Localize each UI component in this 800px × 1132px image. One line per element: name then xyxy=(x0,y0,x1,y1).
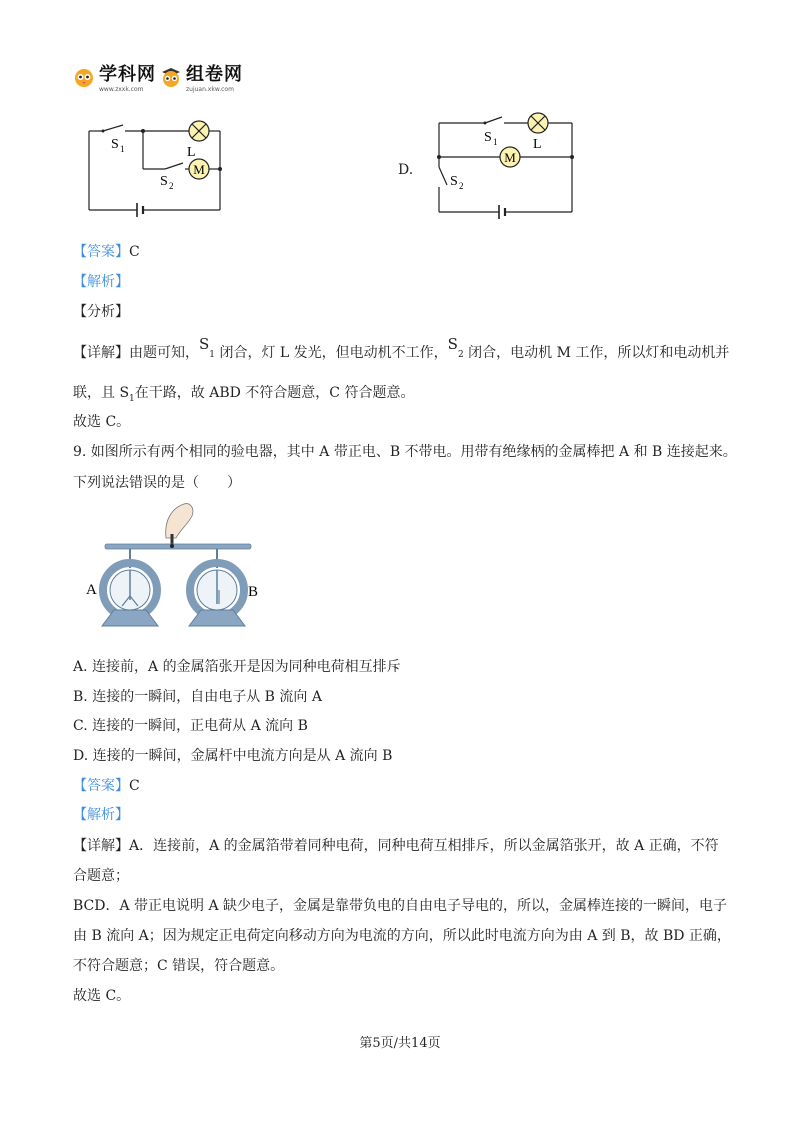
hand-icon xyxy=(166,504,193,546)
q8-detail-line1 xyxy=(73,335,730,369)
s2-subscript: 2 xyxy=(457,349,464,360)
switch-s2-subscript: 2 xyxy=(169,181,174,191)
detail-text: 闭合，灯 L 发光，但电动机不工作， xyxy=(219,345,448,361)
q9-analysis-tag: 【解析】 xyxy=(73,807,129,823)
q9-option-c: C. 连接的一瞬间，正电荷从 A 流向 B xyxy=(73,718,308,734)
s2-symbol: S xyxy=(447,335,458,353)
motor-label: M xyxy=(193,162,205,177)
detail-text: 由题可知， xyxy=(129,345,199,361)
q9-detail-line4: 由 B 流向 A；因为规定正电荷定向移动方向为电流的方向，所以此时电流方向为由 A 到 B，故 BD 正确， xyxy=(73,928,731,944)
circuit-diagram-d xyxy=(430,95,580,220)
answer-tag: 【答案】 xyxy=(73,778,129,794)
page-number: 第5页/共14页 xyxy=(359,1036,441,1051)
switch-s1-subscript: 1 xyxy=(493,137,498,147)
metal-rod xyxy=(105,544,251,549)
logo-zujuan xyxy=(160,60,243,93)
q9-stem-line1: 9. 如图所示有两个相同的验电器，其中 A 带正电、B 不带电。用带有绝缘柄的金属棒把 A 和 B 连接起来。 xyxy=(73,444,737,460)
q9-detail-line3: BCD．A 带正电说明 A 缺少电子，金属是靠带负电的自由电子导电的，所以，金属棒连接的一瞬间，电子 xyxy=(73,898,728,914)
logo-owl-icon xyxy=(73,66,95,88)
answer-tag: 【答案】 xyxy=(73,244,129,260)
q9-stem-line2: 下列说法错误的是（ ） xyxy=(73,475,241,491)
logo-subtitle: zujuan.xkw.com xyxy=(186,86,234,93)
switch-s2-label: S xyxy=(160,174,168,189)
q8-answer xyxy=(73,242,140,262)
switch-s2-label: S xyxy=(450,174,458,189)
electroscope-a xyxy=(102,549,158,626)
lamp-label: L xyxy=(533,137,542,152)
detail-tag: 【详解】 xyxy=(73,345,129,361)
electroscope-a-label: A xyxy=(86,582,97,598)
q9-detail-line1 xyxy=(73,836,719,856)
switch-s2-subscript: 2 xyxy=(459,181,464,191)
detail-text: 闭合，电动机 M 工作，所以灯和电动机并 xyxy=(468,345,730,361)
electroscope-b-label: B xyxy=(248,584,259,600)
detail-tag: 【详解】 xyxy=(73,838,129,854)
s1-symbol: S xyxy=(199,335,210,353)
electroscope-b xyxy=(189,549,245,626)
circuit-diagram-c xyxy=(85,110,230,220)
s1-subscript: 1 xyxy=(209,349,216,360)
detail-text: A．连接前，A 的金属箔带着同种电荷，同种电荷互相排斥，所以金属箔张开，故 A 正确，不符 xyxy=(129,838,719,854)
q8-analysis-tag: 【解析】 xyxy=(73,274,129,290)
q9-option-d: D. 连接的一瞬间，金属杆中电流方向是从 A 流向 B xyxy=(73,748,393,764)
switch-s1-label: S xyxy=(484,130,492,145)
q8-fenxi-tag: 【分析】 xyxy=(73,304,129,320)
logo-title: 组卷网 xyxy=(186,64,243,85)
s1-subscript: 1 xyxy=(129,393,135,404)
q9-detail-line2: 合题意； xyxy=(73,868,129,884)
motor-label: M xyxy=(504,150,516,165)
detail-text: 在干路，故 ABD 不符合题意，C 符合题意。 xyxy=(134,385,415,401)
q8-detail-line2 xyxy=(73,383,414,409)
switch-s1-label: S xyxy=(111,137,119,152)
q9-answer xyxy=(73,776,140,796)
q9-choose: 故选 C。 xyxy=(73,988,131,1004)
q9-option-a: A. 连接前，A 的金属箔张开是因为同种电荷相互排斥 xyxy=(73,659,401,675)
answer-value: C xyxy=(129,244,140,260)
option-d-label: D. xyxy=(398,162,414,178)
logo-title: 学科网 xyxy=(99,64,156,85)
detail-text: 联，且 S xyxy=(73,385,130,401)
switch-s1-subscript: 1 xyxy=(120,144,125,154)
answer-value: C xyxy=(129,778,140,794)
q8-choose: 故选 C。 xyxy=(73,414,131,430)
logo-zxxk xyxy=(73,60,156,93)
electroscope-figure xyxy=(80,500,265,630)
logo-subtitle: www.zxxk.com xyxy=(99,86,144,93)
q9-detail-line5: 不符合题意；C 错误，符合题意。 xyxy=(73,958,285,974)
q9-option-b: B. 连接的一瞬间，自由电子从 B 流向 A xyxy=(73,689,322,705)
lamp-label: L xyxy=(187,145,196,160)
logo-owl-icon xyxy=(160,66,182,88)
